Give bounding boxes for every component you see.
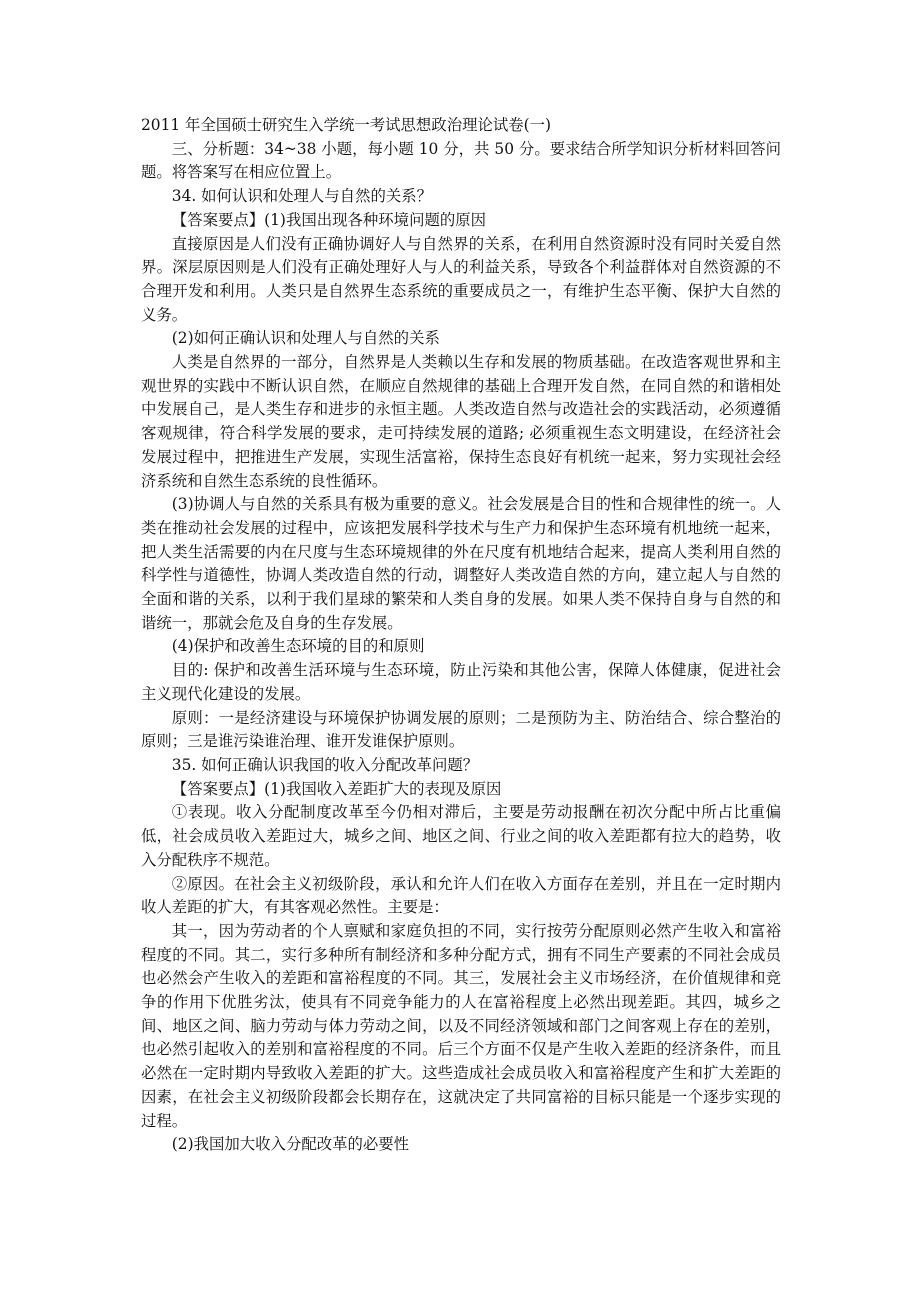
paragraph-manifestation: ①表现。收入分配制度改革至今仍相对滞后，主要是劳动报酬在初次分配中所占比重偏低，社会成员收入差距过大，城乡之间、地区之间、行业之间的收入差距都有拉大的趋势，收入分配秩序不规范。 — [141, 803, 781, 869]
subheading-4: (4)保护和改善生态环境的目的和原则 — [171, 637, 425, 656]
subheading-2: (2)如何正确认识和处理人与自然的关系 — [171, 329, 440, 348]
answer-heading-35: 【答案要点】(1)我国收入差距扩大的表现及原因 — [171, 779, 502, 798]
paragraph-cause: ②原因。在社会主义初级阶段，承认和允许人们在收入方面存在差别，并且在一定时期内收人差距的扩大，有其客观必然性。主要是： — [141, 874, 781, 917]
paragraph-significance: (3)协调人与自然的关系具有极为重要的意义。社会发展是合目的性和合规律性的统一。人类在推动社会发展的过程中，应该把发展科学技术与生产力和保护生态环境有机地统一起来，把人类生活需要的内在尺度与生态环境规律的外在尺度有机地结合起来，提高人类利用自然的科学性与道德性，协调人类改造自然的行动，调整好人类改造自然的方向，建立起人与自然的全面和谐的关系，以利于我们星球的繁荣和人类自身的发展。如果人类不保持自身与自然的和谐统一，那就会危及自身的生存发展。 — [141, 495, 781, 632]
section-instructions: 三、分析题：34~38 小题，每小题 10 分，共 50 分。要求结合所学知识分析材料回答问题。将答案写在相应位置上。 — [141, 139, 781, 182]
document-title: 2011 年全国硕士研究生入学统一考试思想政治理论试卷(一) — [141, 116, 552, 134]
subheading-necessity: (2)我国加大收入分配改革的必要性 — [171, 1135, 410, 1154]
paragraph-principles: 原则：一是经济建设与环境保护协调发展的原则；二是预防为主、防治结合、综合整治的原则；三是谁污染谁治理、谁开发谁保护原则。 — [141, 708, 781, 751]
paragraph-causes: 直接原因是人们没有正确协调好人与自然界的关系，在利用自然资源时没有同时关爱自然界。深层原因则是人们没有正确处理好人与人的利益关系，导致各个利益群体对自然资源的不合理开发和利用。人类只是自然界生态系统的重要成员之一，有维护生态平衡、保护大自然的义务。 — [141, 234, 781, 324]
paragraph-purpose: 目的: 保护和改善生活环境与生态环境，防止污染和其他公害，保障人体健康，促进社会主义现代化建设的发展。 — [141, 661, 781, 703]
answer-heading-34: 【答案要点】(1)我国出现各种环境问题的原因 — [171, 210, 487, 229]
question-35: 35. 如何正确认识我国的收入分配改革问题？ — [171, 755, 479, 774]
paragraph-detail: 其一，因为劳动者的个人禀赋和家庭负担的不同，实行按劳分配原则必然产生收入和富裕程度的不同。其二，实行多种所有制经济和多种分配方式，拥有不同生产要素的不同社会成员也必然会产生收入的差距和富裕程度的不同。其三，发展社会主义市场经济，在价值规律和竞争的作用下优胜劣汰，使具有不同竞争能力的人在富裕程度上必然出现差距。其四，城乡之间、地区之间、脑力劳动与体力劳动之间，以及不同经济领域和部门之间客观上存在的差别，也必然引起收入的差别和富裕程度的不同。后三个方面不仅是产生收入差距的经济条件，而且必然在一定时期内导致收入差距的扩大。这些造成社会成员收入和富裕程度产生和扩大差距的因素，在社会主义初级阶段都会长期存在，这就决定了共同富裕的目标只能是一个逐步实现的过程。 — [141, 921, 781, 1130]
document-page — [141, 114, 781, 1157]
question-34: 34. 如何认识和处理人与自然的关系？ — [171, 187, 433, 206]
paragraph-relationship: 人类是自然界的一部分，自然界是人类赖以生存和发展的物质基础。在改造客观世界和主观世界的实践中不断认识自然，在顺应自然规律的基础上合理开发自然，在同自然的和谐相处中发展自己，是人类生存和进步的永恒主题。人类改造自然与改造社会的实践活动，必须遵循客观规律，符合科学发展的要求，走可持续发展的道路; 必须重视生态文明建设，在经济社会发展过程中，把推进生产发展，实现生活富裕，保持生态良好有机统一起来，努力实现社会经济系统和自然生态系统的良性循环。 — [141, 353, 781, 490]
